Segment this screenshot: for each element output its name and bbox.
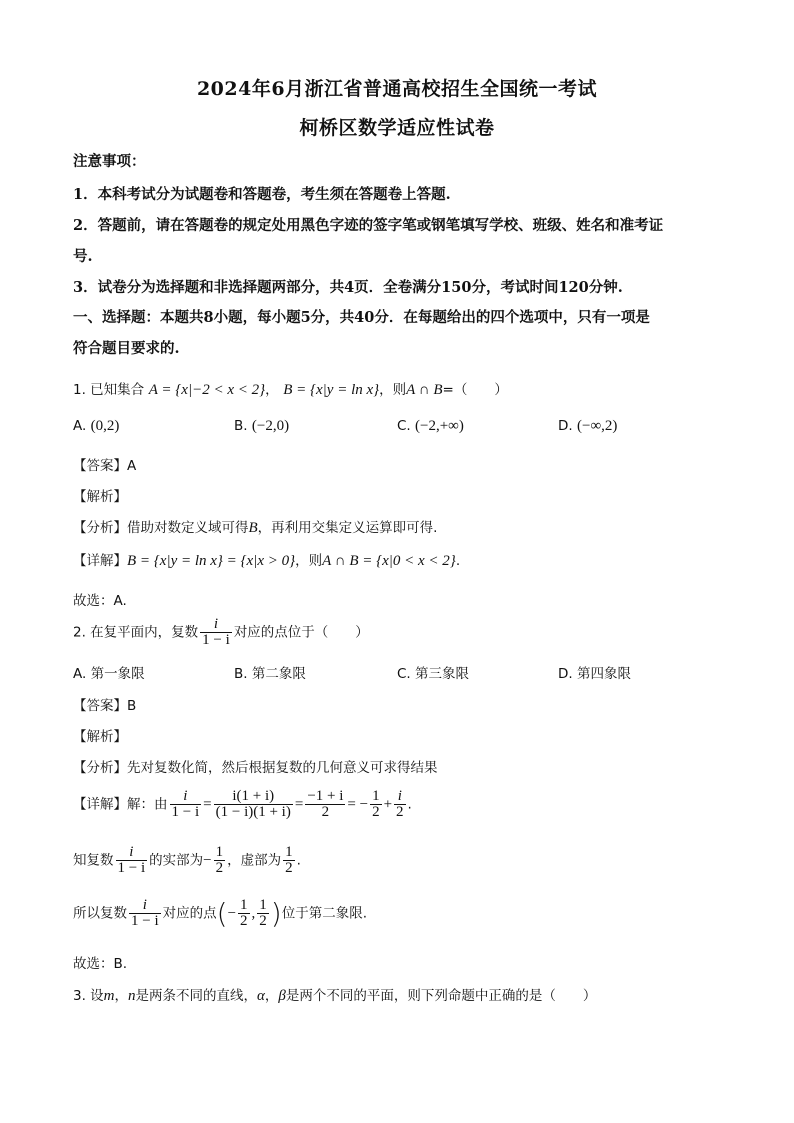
question-3-stem: 3. 设m，n是两条不同的直线，α，β是两个不同的平面，则下列命题中正确的是（ ）	[73, 988, 597, 1004]
notice-item-1: 1．本科考试分为试题卷和答题卷，考生须在答题卷上答题.	[73, 186, 451, 203]
set-b-expr: B = {x|y = ln x}	[283, 382, 380, 398]
q2-option-a: A. 第一象限	[73, 666, 145, 682]
question-1-stem: 1. 已知集合 A = {x|−2 < x < 2}， B = {x|y = ln x}，则A ∩ B=（ ）	[73, 382, 508, 398]
q1-conclusion: 故选：A.	[73, 593, 127, 609]
notice-item-2-cont: 号.	[73, 248, 93, 265]
q2-detail: 【详解】解：由 $\frac{i}{1 - i}$ = $\frac{i(1 + i)}{(1 - i)(1 + i)}$ = $\frac{-1 + i}{2}$ = − $\frac{1}{2}$ + $\frac{i}{2}$ .	[73, 788, 412, 820]
fraction: $\frac{i}{1 - i}$	[202, 616, 230, 648]
q2-conclusion: 故选：B.	[73, 956, 128, 972]
q2-real-imag: 知复数 $\frac{i}{1 - i}$ 的实部为− $\frac{1}{2}$ ，虚部为 $\frac{1}{2}$ .	[73, 844, 301, 876]
q1-analysis-tag: 【解析】	[73, 489, 127, 505]
q2-fenxi: 【分析】先对复数化简，然后根据复数的几何意义可求得结果	[73, 760, 438, 776]
intersection-expr: A ∩ B	[406, 382, 443, 398]
q2-answer: 【答案】B	[73, 698, 137, 714]
q2-analysis-tag: 【解析】	[73, 729, 127, 745]
q1-detail: 【详解】B = {x|y = ln x} = {x|x > 0}，则A ∩ B = {x|0 < x < 2}.	[73, 553, 461, 569]
question-2-stem: 2. 在复平面内，复数 $\frac{i}{1 - i}$ 对应的点位于（ ）	[73, 616, 369, 648]
q2-option-b: B. 第二象限	[234, 666, 306, 682]
section-heading-cont: 符合题目要求的.	[73, 340, 180, 357]
q1-option-a: A. (0,2)	[73, 418, 120, 434]
q1-option-c: C. (−2,+∞)	[397, 418, 464, 434]
section-heading: 一、选择题：本题共8小题，每小题5分，共40分．在每题给出的四个选项中，只有一项是	[73, 309, 650, 326]
exam-title: 2024年6月浙江省普通高校招生全国统一考试	[196, 78, 598, 100]
q2-point: 所以复数 $\frac{i}{1 - i}$ 对应的点(− $\frac{1}{2}$ , $\frac{1}{2}$ )位于第二象限.	[73, 897, 368, 930]
set-a-expr: A = {x|−2 < x < 2}	[148, 382, 266, 398]
q1-answer: 【答案】A	[73, 458, 137, 474]
q1-fenxi: 【分析】借助对数定义域可得B，再利用交集定义运算即可得.	[73, 520, 438, 536]
q2-option-c: C. 第三象限	[397, 666, 470, 682]
notice-item-3: 3．试卷分为选择题和非选择题两部分，共4页．全卷满分150分，考试时间120分钟.	[73, 279, 623, 296]
q2-option-d: D. 第四象限	[558, 666, 631, 682]
notice-item-2: 2．答题前，请在答题卷的规定处用黑色字迹的签字笔或钢笔填写学校、班级、姓名和准考证	[73, 217, 664, 234]
exam-subtitle: 柯桥区数学适应性试卷	[299, 117, 495, 139]
notice-heading: 注意事项：	[73, 153, 146, 170]
q1-option-b: B. (−2,0)	[234, 418, 290, 434]
q1-option-d: D. (−∞,2)	[558, 418, 618, 434]
